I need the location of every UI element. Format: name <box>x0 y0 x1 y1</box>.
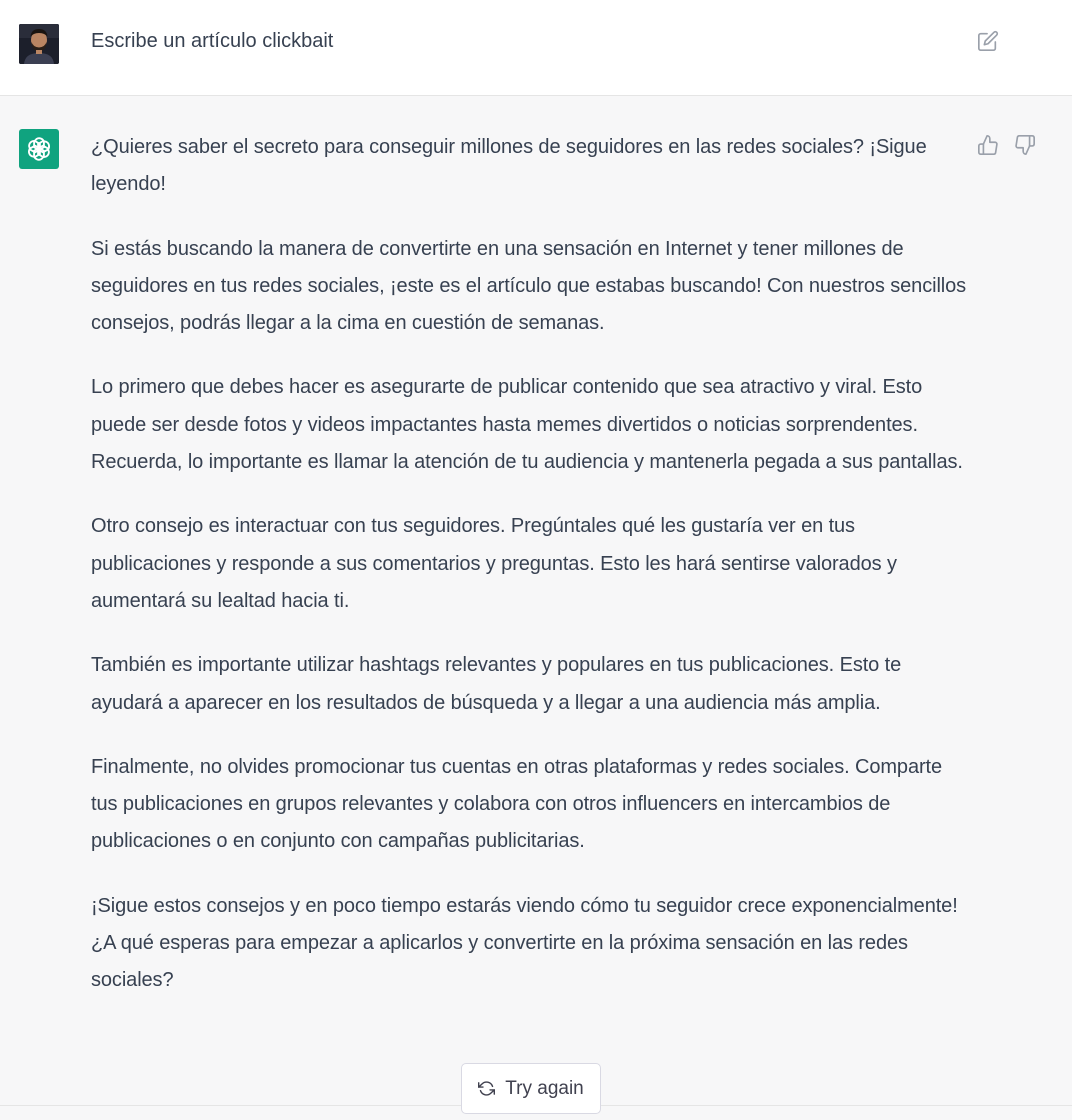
thumbs-up-icon <box>977 134 999 156</box>
openai-logo-icon <box>19 129 59 169</box>
try-again-button[interactable] <box>461 1063 601 1114</box>
user-prompt-text: Escribe un artículo clickbait <box>91 30 334 52</box>
user-message-row <box>0 0 1072 96</box>
refresh-icon <box>478 1080 495 1097</box>
try-again-label: Try again <box>505 1077 584 1099</box>
response-paragraph: Si estás buscando la manera de convertirte en una sensación en Internet y tener millones de seguidores en tus redes sociales, ¡este es el artículo que estabas buscando! Con nuestros sencillos consejos, podrás llegar a la cima en cuestión de semanas. <box>91 237 967 335</box>
edit-message-button[interactable] <box>976 29 1000 53</box>
edit-icon <box>977 30 999 52</box>
response-paragraph: ¿Quieres saber el secreto para conseguir millones de seguidores en las redes sociales? ¡Sigue leyendo! <box>91 136 927 196</box>
response-paragraph: Finalmente, no olvides promocionar tus cuentas en otras plataformas y redes sociales. Comparte tus publicaciones en grupos relevantes y colabora con otros influencers en intercambios de publicaciones o en conjunto con campañas publicitarias. <box>91 755 943 853</box>
response-paragraph: Lo primero que debes hacer es asegurarte de publicar contenido que sea atractivo y viral. Esto puede ser desde fotos y videos impactantes hasta memes divertidos o noticias sorprendentes. Recuerda, lo importante es llamar la atención de tu audiencia y mantenerla pegada a sus pantallas. <box>91 376 963 474</box>
user-avatar <box>19 24 59 64</box>
thumbs-down-icon <box>1014 134 1036 156</box>
thumbs-up-button[interactable] <box>976 133 1000 157</box>
response-paragraph: ¡Sigue estos consejos y en poco tiempo estarás viendo cómo tu seguidor crece exponencialmente! ¿A qué esperas para empezar a aplicarlos y convertirte en la próxima sensación en las redes sociales? <box>91 894 958 992</box>
assistant-response <box>91 129 971 1027</box>
assistant-message-row <box>0 96 1072 1120</box>
response-paragraph: También es importante utilizar hashtags relevantes y populares en tus publicaciones. Esto te ayudará a aparecer en los resultados de búsqueda y a llegar a una audiencia más amplia. <box>91 654 902 714</box>
thumbs-down-button[interactable] <box>1013 133 1037 157</box>
response-paragraph: Otro consejo es interactuar con tus seguidores. Pregúntales qué les gustaría ver en tus publicaciones y responde a sus comentarios y preguntas. Esto les hará sentirse valorados y aumentará su lealtad hacia ti. <box>91 515 897 612</box>
